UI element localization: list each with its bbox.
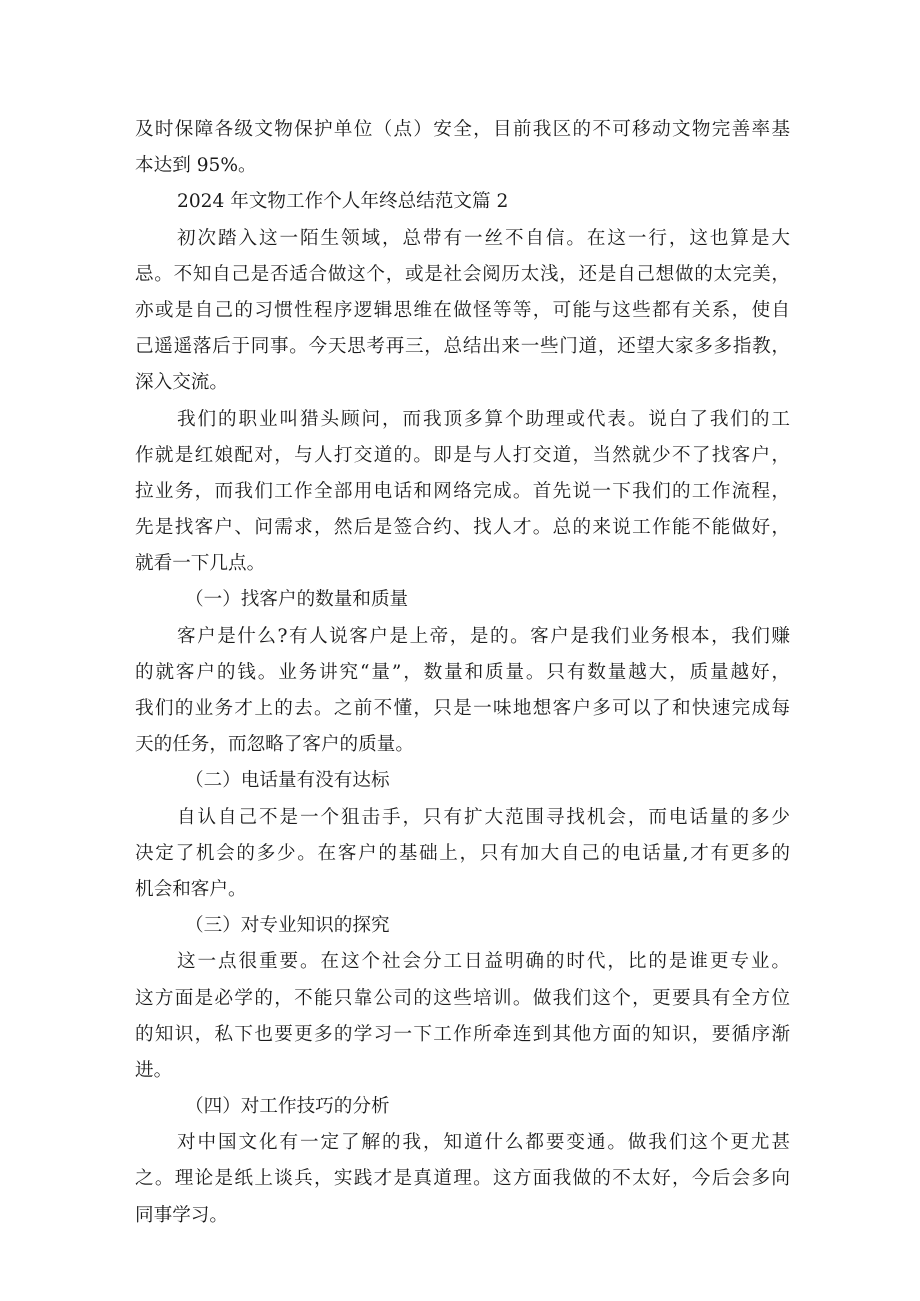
paragraph-line: 自认自己不是一个狙击手，只有扩大范围寻找机会，而电话量的多少: [177, 806, 790, 828]
paragraph-line: 亦或是自己的习惯性程序逻辑思维在做怪等等，可能与这些都有关系，使自: [135, 299, 790, 321]
paragraph-line: 的就客户的钱。业务讲究“量”，数量和质量。只有数量越大，质量越好，: [135, 661, 790, 683]
section-title: 2024 年文物工作个人年终总结范文篇 2: [177, 191, 509, 213]
paragraph-line: 初次踏入这一陌生领域，总带有一丝不自信。在这一行，这也算是大: [177, 227, 790, 249]
subsection-heading: （一）找客户的数量和质量: [185, 589, 409, 611]
paragraph-line: 客户是什么?有人说客户是上帝，是的。客户是我们业务根本，我们赚: [177, 625, 790, 647]
paragraph-line: 及时保障各级文物保护单位（点）安全，目前我区的不可移动文物完善率基: [135, 119, 790, 140]
paragraph-line: 天的任务，而忽略了客户的质量。: [135, 734, 414, 756]
paragraph-line: 先是找客户、问需求，然后是签合约、找人才。总的来说工作能不能做好，: [135, 517, 790, 539]
paragraph-line: 同事学习。: [135, 1204, 228, 1226]
paragraph-line: 本达到 95%。: [135, 155, 257, 177]
paragraph-line: 我们的业务才上的去。之前不懂，只是一味地想客户多可以了和快速完成每: [135, 698, 790, 719]
paragraph-line: 己遥遥落后于同事。今天思考再三，总结出来一些门道，还望大家多多指教，: [135, 336, 790, 358]
paragraph-line: 机会和客户。: [135, 878, 247, 900]
paragraph-line: 对中国文化有一定了解的我，知道什么都要变通。做我们这个更尤甚: [177, 1132, 790, 1154]
paragraph-line: 进。: [135, 1059, 173, 1081]
subsection-heading: （四）对工作技巧的分析: [185, 1096, 390, 1118]
document-body: [135, 112, 790, 1234]
paragraph-line: 这方面是必学的，不能只靠公司的这些培训。做我们这个，更要具有全方位: [135, 987, 790, 1009]
subsection-heading: （三）对专业知识的探究: [185, 915, 390, 937]
paragraph-line: 决定了机会的多少。在客户的基础上，只有加大自己的电话量,才有更多的: [135, 842, 790, 864]
paragraph-line: 之。理论是纸上谈兵，实践才是真道理。这方面我做的不太好，今后会多向: [135, 1168, 790, 1190]
subsection-heading: （二）电话量有没有达标: [185, 770, 390, 792]
paragraph-line: 的知识，私下也要更多的学习一下工作所牵连到其他方面的知识，要循序渐: [135, 1023, 790, 1045]
paragraph-line: 拉业务，而我们工作全部用电话和网络完成。首先说一下我们的工作流程，: [135, 480, 790, 502]
paragraph-line: 忌。不知自己是否适合做这个，或是社会阅历太浅，还是自己想做的太完美，: [135, 263, 790, 285]
paragraph-line: 就看一下几点。: [135, 553, 266, 575]
paragraph-line: 这一点很重要。在这个社会分工日益明确的时代，比的是谁更专业。: [177, 951, 790, 973]
paragraph-line: 深入交流。: [135, 372, 228, 394]
paragraph-line: 我们的职业叫猎头顾问，而我顶多算个助理或代表。说白了我们的工: [177, 408, 790, 430]
paragraph-line: 作就是红娘配对，与人打交道的。即是与人打交道，当然就少不了找客户，: [135, 444, 790, 466]
